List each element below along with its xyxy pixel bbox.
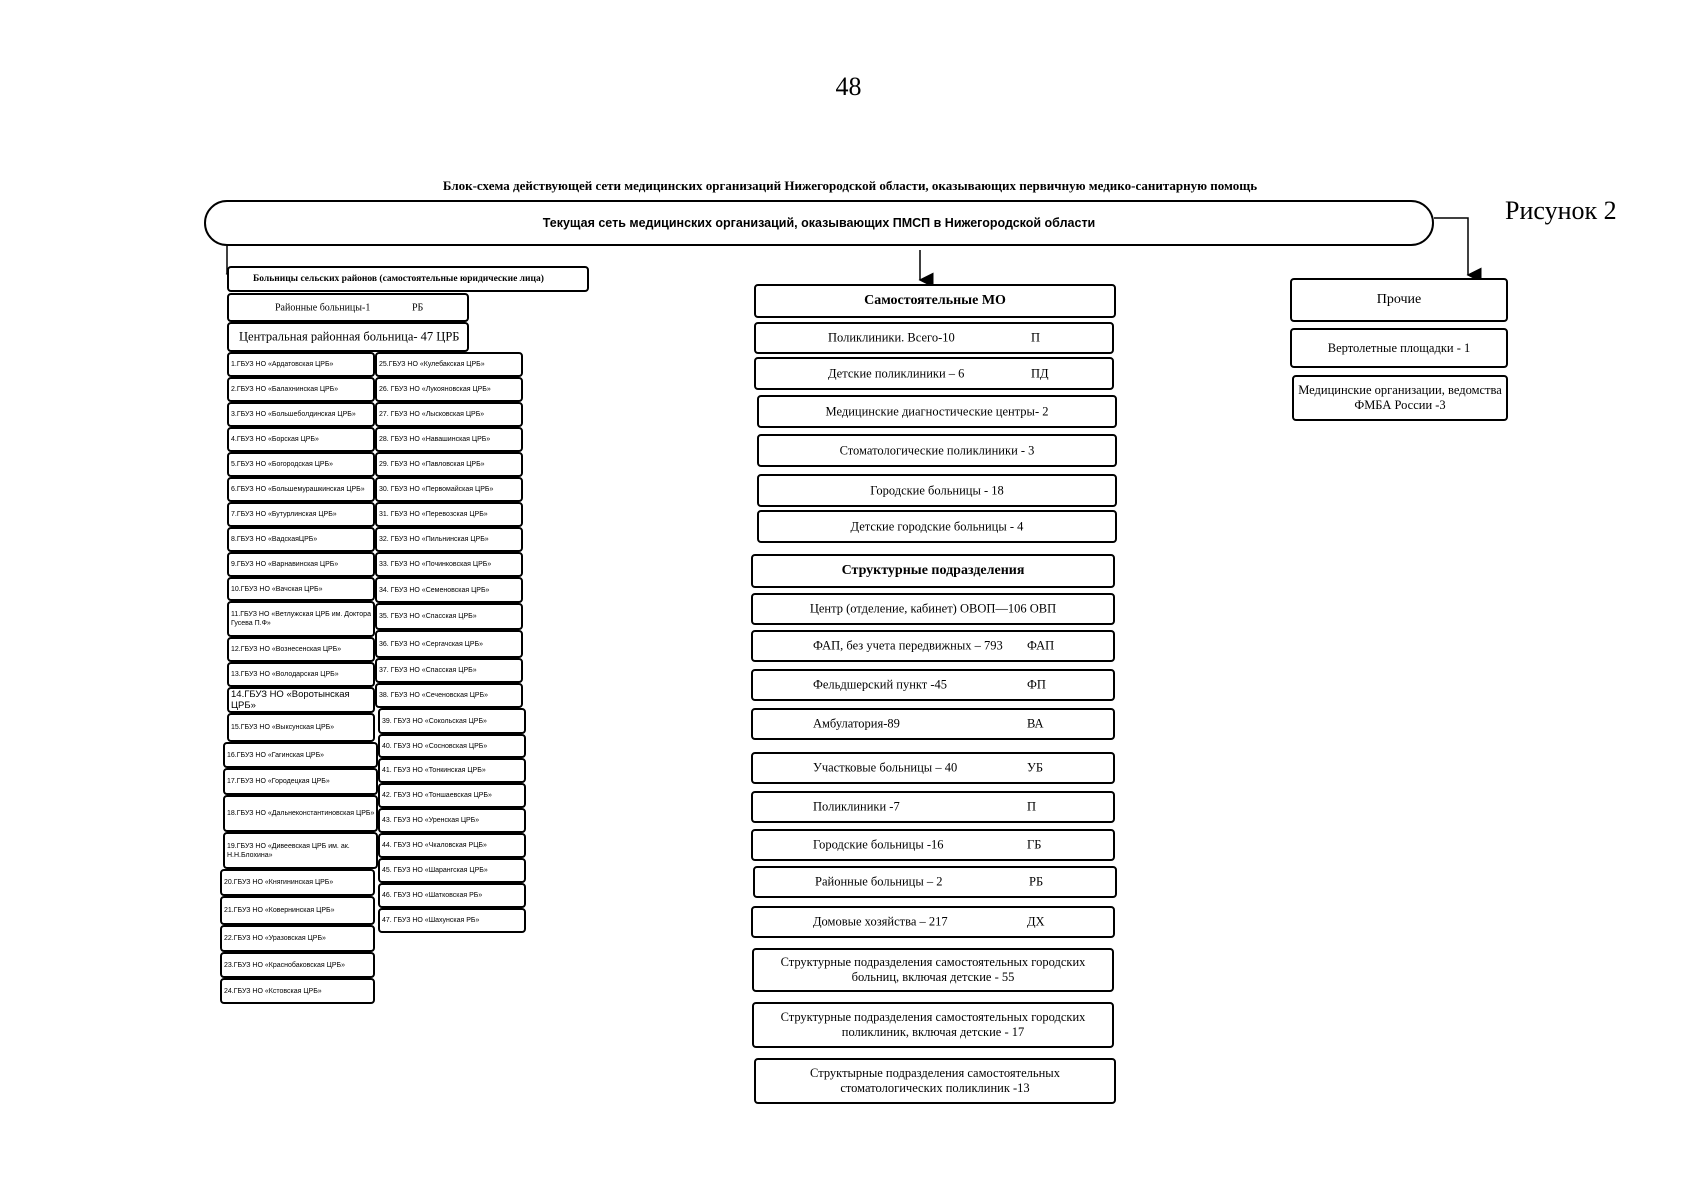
- structural-item-label: Районные больницы – 2: [815, 874, 943, 889]
- rural-hospital-label: 39. ГБУЗ НО «Сокольская ЦРБ»: [382, 717, 487, 725]
- rural-hospital-item: [227, 552, 375, 577]
- rural-hospital-label: 40. ГБУЗ НО «Сосновская ЦРБ»: [382, 742, 488, 750]
- structural-item-abbr: ФАП: [1027, 638, 1055, 653]
- district-hospitals-abbr: РБ: [412, 302, 424, 313]
- rural-hospital-label: 24.ГБУЗ НО «Кстовская ЦРБ»: [224, 987, 322, 995]
- rural-hospital-item: [375, 603, 523, 630]
- structural-item: [751, 906, 1115, 938]
- structural-item-label: Домовые хозяйства – 217: [813, 914, 948, 929]
- rural-hospital-label: 44. ГБУЗ НО «Чкаловская РЦБ»: [382, 842, 487, 849]
- rural-hospital-label: 10.ГБУЗ НО «Вачская ЦРБ»: [231, 585, 323, 593]
- figure-label: Рисунок 2: [1505, 196, 1617, 225]
- rural-hospital-label: 20.ГБУЗ НО «Княгининская ЦРБ»: [224, 879, 334, 886]
- rural-hospital-item: [227, 662, 375, 687]
- rural-hospital-item: [223, 742, 378, 768]
- rural-hospital-item: [220, 952, 375, 978]
- rural-hospital-label: 7.ГБУЗ НО «Бутурлинская ЦРБ»: [231, 511, 337, 518]
- structural-item-abbr: РБ: [1029, 874, 1044, 889]
- rural-hospital-label: 21.ГБУЗ НО «Ковернинская ЦРБ»: [224, 907, 335, 914]
- rural-hospital-item: [227, 713, 375, 742]
- independent-item: [757, 395, 1117, 428]
- structural-item: [751, 669, 1115, 701]
- structural-item-label: Городские больницы -16: [813, 837, 944, 852]
- rural-hospital-item: [378, 783, 526, 808]
- independent-item: [754, 357, 1114, 390]
- rural-hospital-item: [227, 427, 375, 452]
- rural-hospital-label: 1.ГБУЗ НО «Ардатовская ЦРБ»: [231, 361, 334, 368]
- rural-hospital-label: 34. ГБУЗ НО «Семеновская ЦРБ»: [379, 586, 490, 594]
- rural-hospital-label: 26. ГБУЗ НО «Лукояновская ЦРБ»: [379, 386, 491, 393]
- structural-item-abbr: ГБ: [1027, 837, 1042, 852]
- rural-hospital-label: 22.ГБУЗ НО «Уразовская ЦРБ»: [224, 935, 326, 942]
- rural-hospital-label: 43. ГБУЗ НО «Уренская ЦРБ»: [382, 817, 480, 824]
- rural-hospital-label: 11.ГБУЗ НО «Ветлужская ЦРБ им. Доктора Гусева П.Ф»: [231, 611, 371, 627]
- rural-hospital-item: [223, 795, 378, 832]
- rural-hospital-label: 29. ГБУЗ НО «Павловская ЦРБ»: [379, 461, 485, 468]
- independent-header: Самостоятельные МО: [754, 284, 1116, 318]
- rural-hospital-label: 18.ГБУЗ НО «Дальнеконстантиновская ЦРБ»: [227, 810, 375, 817]
- structural-subdivision-box: Структурные подразделения самостоятельных городских поликлиник, включая детские - 17: [752, 1002, 1114, 1048]
- rural-hospital-label: 28. ГБУЗ НО «Навашинская ЦРБ»: [379, 436, 491, 443]
- structural-item-abbr: ДХ: [1027, 914, 1045, 929]
- rural-hospital-label: 32. ГБУЗ НО «Пильнинская ЦРБ»: [379, 536, 489, 543]
- rural-hospital-item: [375, 658, 523, 683]
- fmba-box: Медицинские организации, ведомства ФМБА России -3: [1292, 375, 1508, 421]
- independent-item: [757, 474, 1117, 507]
- rural-hospital-label: 4.ГБУЗ НО «Борская ЦРБ»: [231, 436, 319, 443]
- structural-item-abbr: ВА: [1027, 716, 1044, 731]
- rural-hospital-item: [378, 734, 526, 758]
- rural-hospital-label: 47. ГБУЗ НО «Шахунская РБ»: [382, 917, 480, 924]
- structural-subdivision-box: Структырные подразделения самостоятельных стоматологических поликлиник -13: [754, 1058, 1116, 1104]
- structural-item-label: Амбулатория-89: [813, 716, 900, 731]
- structural-item: [751, 752, 1115, 784]
- structural-item-label: Центр (отделение, кабинет) ОВОП—106 ОВП: [809, 601, 1057, 616]
- rural-hospital-item: [378, 808, 526, 833]
- rural-hospital-item: [227, 477, 375, 502]
- rural-hospital-item: [378, 708, 526, 734]
- rural-hospital-item: [378, 833, 526, 858]
- rural-hospital-item: [375, 577, 523, 603]
- structural-item: [753, 866, 1117, 898]
- rural-hospital-item: [378, 758, 526, 783]
- rural-hospital-label: 41. ГБУЗ НО «Тонкинская ЦРБ»: [382, 767, 486, 774]
- rural-hospital-label: 8.ГБУЗ НО «ВадскаяЦРБ»: [231, 536, 318, 543]
- rural-hospital-item: [220, 896, 375, 925]
- rural-hospital-item: [378, 908, 526, 933]
- rural-hospital-item: [227, 687, 375, 713]
- structural-header: Структурные подразделения: [751, 554, 1115, 588]
- independent-item-label: Поликлиники. Всего-10: [828, 330, 955, 345]
- rural-hospital-label: 35. ГБУЗ НО «Спасская ЦРБ»: [379, 613, 477, 620]
- independent-item-label: Городские больницы - 18: [870, 483, 1004, 497]
- rural-hospital-label: 15.ГБУЗ НО «Выксунская ЦРБ»: [231, 724, 335, 731]
- rural-hospital-label: 17.ГБУЗ НО «Городецкая ЦРБ»: [227, 778, 330, 785]
- rural-hospital-label: 33. ГБУЗ НО «Починковская ЦРБ»: [379, 561, 492, 568]
- district-hospitals-box: [227, 293, 469, 322]
- rural-hospital-item: [375, 683, 523, 708]
- central-hospitals-box: [227, 322, 469, 352]
- rural-hospital-item: [227, 577, 375, 601]
- rural-hospital-item: [223, 832, 378, 869]
- rural-hospital-item: [220, 925, 375, 952]
- helipads-box: Вертолетные площадки - 1: [1290, 328, 1508, 368]
- rural-hospital-label: 45. ГБУЗ НО «Шарангская ЦРБ»: [382, 867, 488, 874]
- rural-hospital-item: [375, 452, 523, 477]
- rural-hospital-item: [375, 630, 523, 658]
- rural-hospital-item: [375, 552, 523, 577]
- independent-item: [754, 322, 1114, 354]
- rural-hospital-item: [227, 527, 375, 552]
- rural-hospital-label: 38. ГБУЗ НО «Сеченовская ЦРБ»: [379, 692, 489, 699]
- rural-hospital-label: 23.ГБУЗ НО «Краснобаковская ЦРБ»: [224, 961, 345, 969]
- rural-hospital-label: 13.ГБУЗ НО «Володарская ЦРБ»: [231, 671, 339, 678]
- independent-item-abbr: ПД: [1031, 366, 1049, 380]
- independent-item: [757, 434, 1117, 467]
- rural-hospital-label: 30. ГБУЗ НО «Первомайская ЦРБ»: [379, 486, 494, 493]
- rural-hospital-label: 31. ГБУЗ НО «Перевозская ЦРБ»: [379, 511, 488, 518]
- rural-hospital-item: [378, 858, 526, 883]
- rural-hospital-label: 37. ГБУЗ НО «Спасская ЦРБ»: [379, 667, 477, 674]
- rural-hospital-item: [227, 452, 375, 477]
- rural-hospital-label: 14.ГБУЗ НО «Воротынская ЦРБ»: [231, 689, 350, 711]
- rural-hospital-item: [375, 527, 523, 552]
- rural-hospital-label: 9.ГБУЗ НО «Варнавинская ЦРБ»: [231, 561, 339, 568]
- rural-hospital-item: [227, 601, 375, 637]
- rural-hospital-label: 2.ГБУЗ НО «Балахнинская ЦРБ»: [231, 386, 339, 393]
- structural-item-label: Поликлиники -7: [813, 799, 900, 814]
- structural-item: [751, 829, 1115, 861]
- rural-hospital-item: [227, 402, 375, 427]
- independent-item-label: Детские поликлиники – 6: [828, 366, 965, 380]
- rural-hospital-item: [375, 502, 523, 527]
- structural-item-abbr: ФП: [1027, 677, 1046, 692]
- rural-hospital-item: [227, 352, 375, 377]
- top-node: Текущая сеть медицинских организаций, оказывающих ПМСП в Нижегородской области: [204, 200, 1434, 246]
- rural-hospital-item: [227, 637, 375, 662]
- central-hospitals-label: Центральная районная больница- 47 ЦРБ: [239, 329, 460, 344]
- rural-hospital-item: [227, 502, 375, 527]
- page-number: 48: [835, 72, 862, 101]
- rural-hospital-item: [220, 869, 375, 896]
- rural-hospital-label: 6.ГБУЗ НО «Большемурашкинская ЦРБ»: [231, 486, 365, 493]
- rural-hospital-label: 12.ГБУЗ НО «Вознесенская ЦРБ»: [231, 646, 342, 653]
- rural-hospital-label: 25.ГБУЗ НО «Кулебакская ЦРБ»: [379, 361, 485, 368]
- structural-item-label: Фельдшерский пункт -45: [813, 677, 948, 692]
- structural-item-abbr: П: [1027, 799, 1037, 814]
- independent-item-label: Медицинские диагностические центры- 2: [825, 404, 1049, 418]
- rural-hospital-item: [375, 402, 523, 427]
- arrow-to-other: [1434, 218, 1468, 275]
- independent-item-label: Детские городские больницы - 4: [850, 519, 1024, 533]
- structural-item-label: Участковые больницы – 40: [813, 760, 958, 775]
- rural-hospital-item: [378, 883, 526, 908]
- independent-item-abbr: П: [1031, 330, 1041, 345]
- rural-hospital-item: [220, 978, 375, 1004]
- rural-hospital-item: [375, 427, 523, 452]
- rural-hospital-label: 5.ГБУЗ НО «Богородская ЦРБ»: [231, 461, 334, 468]
- rural-hospital-label: 46. ГБУЗ НО «Шатковская РБ»: [382, 892, 483, 899]
- independent-item-label: Стоматологические поликлиники - 3: [839, 443, 1035, 457]
- rural-hospital-item: [223, 768, 378, 795]
- structural-subdivision-box: Структурные подразделения самостоятельных городских больниц, включая детские - 55: [752, 948, 1114, 992]
- rural-hospital-item: [227, 377, 375, 402]
- rural-hospital-label: 3.ГБУЗ НО «Большеболдинская ЦРБ»: [231, 411, 356, 418]
- structural-item-label: ФАП, без учета передвижных – 793: [813, 638, 1003, 653]
- independent-item: [757, 510, 1117, 543]
- district-hospitals-label: Районные больницы-1: [275, 302, 371, 313]
- diagram-title: Блок-схема действующей сети медицинских организаций Нижегородской области, оказывающих первичную медико-санитарную помощь: [442, 178, 1258, 193]
- rural-header: Больницы сельских районов (самостоятельные юридические лица): [253, 274, 544, 284]
- rural-hospital-item: [375, 377, 523, 402]
- rural-hospital-label: 19.ГБУЗ НО «Дивеевская ЦРБ им. ак. Н.Н.Блохина»: [227, 842, 350, 859]
- structural-item: [751, 630, 1115, 662]
- rural-hospital-item: [375, 477, 523, 502]
- structural-item-abbr: УБ: [1027, 760, 1044, 775]
- structural-item: [751, 708, 1115, 740]
- rural-hospital-label: 27. ГБУЗ НО «Лысковская ЦРБ»: [379, 411, 485, 418]
- other-header: Прочие: [1290, 278, 1508, 322]
- rural-hospital-label: 36. ГБУЗ НО «Сергачская ЦРБ»: [379, 640, 484, 648]
- structural-item: [751, 791, 1115, 823]
- rural-hospital-label: 42. ГБУЗ НО «Тоншаевская ЦРБ»: [382, 792, 492, 799]
- structural-item: [751, 593, 1115, 625]
- rural-hospital-label: 16.ГБУЗ НО «Гагинская ЦРБ»: [227, 751, 325, 759]
- rural-hospital-item: [375, 352, 523, 377]
- rural-header-box: [227, 266, 589, 292]
